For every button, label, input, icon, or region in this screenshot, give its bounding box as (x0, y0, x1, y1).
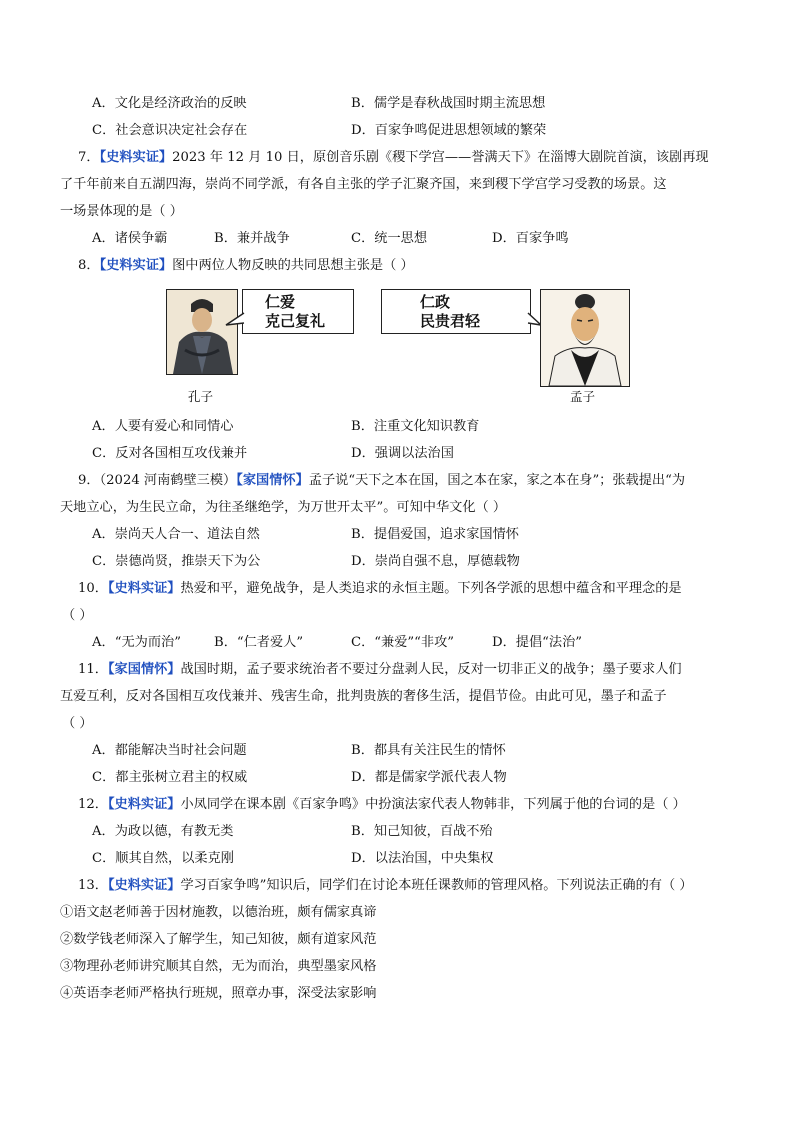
q10-option-a: A．“无为而治” (92, 635, 181, 650)
mencius-portrait (540, 289, 630, 387)
q7-text1: 2023 年 12 月 10 日，原创音乐剧《稷下学宫——誉满天下》在淄博大剧院首演，该剧再现 (172, 150, 709, 165)
q12-text: 小凤同学在课本剧《百家争鸣》中扮演法家代表人物韩非，下列属于他的台词的是（ ） (180, 797, 686, 812)
q11-option-b: B．都具有关注民生的情怀 (351, 743, 506, 758)
q9-option-d: D．崇尚自强不息，厚德载物 (351, 554, 520, 569)
q9-tag: 【家国情怀】 (236, 473, 309, 488)
q7-option-a: A．诸侯争霸 (92, 231, 168, 246)
q7-option-c: C．统一思想 (351, 231, 428, 246)
confucius-speech-bubble (242, 289, 354, 334)
q12-option-c: C．顺其自然，以柔克刚 (92, 851, 234, 866)
q9-stem-line2: 天地立心，为生民立命，为往圣继绝学，为万世开太平”。可知中华文化（ ） (60, 500, 507, 515)
q7-number: 7． (78, 150, 100, 165)
q12-stem (78, 796, 686, 814)
q9-text1: 孟子说“天下之本在国，国之本在家，家之本在身”；张载提出“为 (308, 473, 686, 488)
confucius-illustration (167, 290, 237, 374)
mencius-bubble-line2: 民贵君轻 (420, 312, 481, 330)
q13-statement-1: ①语文赵老师善于因材施教，以德治班，颇有儒家真谛 (60, 905, 377, 920)
mencius-speech-bubble (381, 289, 531, 334)
q7-stem-line2: 了千年前来自五湖四海，崇尚不同学派，有各自主张的学子汇聚齐国，来到稷下学宫学习受教的场景。这 (60, 177, 667, 192)
q13-text: 学习百家争鸣”知识后，同学们在讨论本班任课教师的管理风格。下列说法正确的有（ ） (180, 878, 693, 893)
q8-option-d: D．强调以法治国 (351, 446, 454, 461)
q9-stem-line1 (78, 472, 685, 490)
q13-statement-4: ④英语李老师严格执行班规，照章办事，深受法家影响 (60, 986, 377, 1001)
q11-option-c: C．都主张树立君主的权威 (92, 770, 248, 785)
mencius-caption: 孟子 (570, 389, 596, 404)
q13-tag: 【史料实证】 (107, 878, 181, 893)
q6-option-d: D．百家争鸣促进思想领域的繁荣 (351, 123, 547, 138)
q9-source: （2024 河南鹤壁三模） (99, 473, 237, 488)
q12-tag: 【史料实证】 (107, 797, 181, 812)
q7-tag: 【史料实证】 (99, 150, 173, 165)
q9-option-b: B．提倡爱国，追求家国情怀 (351, 527, 519, 542)
q11-text1: 战国时期，孟子要求统治者不要过分盘剥人民，反对一切非正义的战争；墨子要求人们 (180, 662, 682, 677)
q12-option-a: A．为政以德，有教无类 (92, 824, 234, 839)
q8-option-a: A．人要有爱心和同情心 (92, 419, 234, 434)
q11-stem-line2: 互爱互利，反对各国相互攻伐兼并、残害生命，批判贵族的奢侈生活，提倡节俭。由此可见，墨子和孟子 (60, 689, 667, 704)
q13-stem (78, 877, 693, 895)
q10-text1: 热爱和平，避免战争，是人类追求的永恒主题。下列各学派的思想中蕴含和平理念的是 (180, 581, 682, 596)
q9-number: 9． (78, 473, 100, 488)
mencius-illustration (541, 290, 629, 386)
q13-statement-2: ②数学钱老师深入了解学生，知己知彼，颇有道家风范 (60, 932, 377, 947)
q6-option-a: A．文化是经济政治的反映 (92, 96, 247, 111)
q9-option-a: A．崇尚天人合一、道法自然 (92, 527, 260, 542)
q12-number: 12． (78, 797, 108, 812)
q8-option-b: B．注重文化知识教育 (351, 419, 480, 434)
confucius-portrait (166, 289, 238, 375)
q10-stem-line2: （ ） (62, 608, 93, 623)
q13-statement-3: ③物理孙老师讲究顺其自然，无为而治，典型墨家风格 (60, 959, 377, 974)
q8-option-c: C．反对各国相互攻伐兼并 (92, 446, 248, 461)
q8-stem (78, 257, 414, 275)
q11-tag: 【家国情怀】 (107, 662, 181, 677)
q9-option-c: C．崇德尚贤，推崇天下为公 (92, 554, 261, 569)
q8-number: 8． (78, 258, 100, 273)
q11-stem-line1 (78, 661, 682, 679)
q10-option-b: B．“仁者爱人” (214, 635, 304, 650)
confucius-bubble-line2: 克己复礼 (265, 312, 326, 330)
confucius-caption: 孔子 (188, 389, 214, 404)
q10-option-d: D．提倡“法治” (492, 635, 582, 650)
q6-option-c: C．社会意识决定社会存在 (92, 123, 248, 138)
q11-number: 11． (78, 662, 108, 677)
q11-stem-line3: （ ） (62, 716, 93, 731)
q8-text: 图中两位人物反映的共同思想主张是（ ） (172, 258, 414, 273)
q11-option-a: A．都能解决当时社会问题 (92, 743, 247, 758)
q6-option-b: B．儒学是春秋战国时期主流思想 (351, 96, 546, 111)
q12-option-d: D．以法治国，中央集权 (351, 851, 494, 866)
q10-stem-line1 (78, 580, 682, 598)
q10-number: 10． (78, 581, 108, 596)
q10-tag: 【史料实证】 (107, 581, 181, 596)
mencius-bubble-line1: 仁政 (420, 293, 451, 311)
confucius-bubble-line1: 仁爱 (265, 293, 296, 311)
q7-option-b: B．兼并战争 (214, 231, 290, 246)
q7-stem-line3: 一场景体现的是（ ） (60, 204, 183, 219)
q8-tag: 【史料实证】 (99, 258, 173, 273)
q7-option-d: D．百家争鸣 (492, 231, 569, 246)
q13-number: 13． (78, 878, 108, 893)
q8-figure (166, 289, 630, 404)
q11-option-d: D．都是儒家学派代表人物 (351, 770, 507, 785)
confucius-bubble-pointer (224, 311, 246, 331)
q10-option-c: C．“兼爱”“非攻” (351, 635, 454, 650)
q7-stem-line1 (78, 149, 709, 167)
q12-option-b: B．知己知彼，百战不殆 (351, 824, 493, 839)
